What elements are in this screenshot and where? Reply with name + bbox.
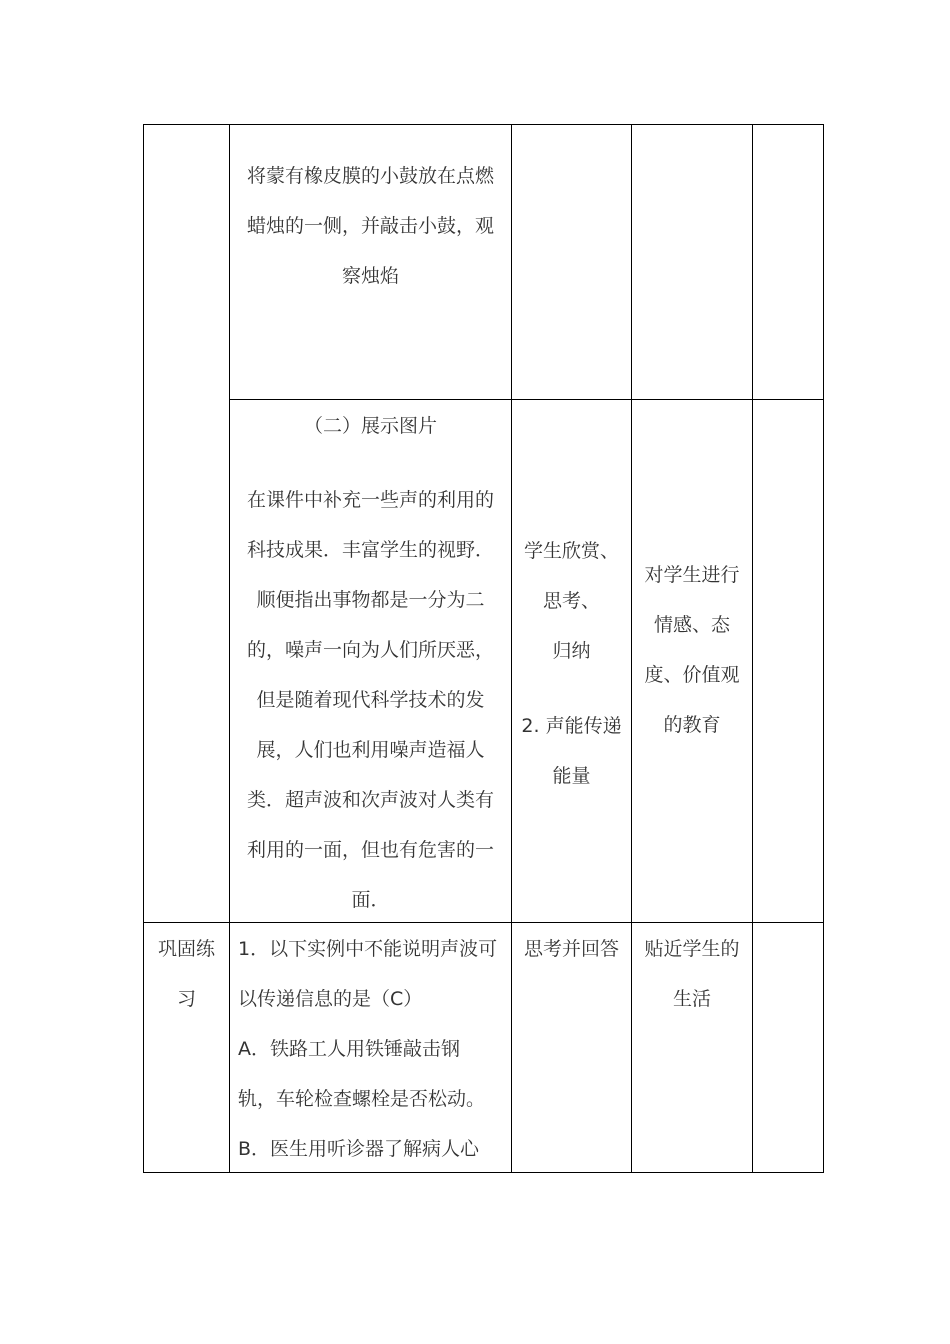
student-activity-line: 思考并回答 (523, 938, 619, 960)
design-intent-cell (632, 924, 752, 1024)
student-point-line: 能量 (552, 765, 591, 787)
activity-cell-pictures (230, 401, 511, 925)
activity-line: 利用的一面，但也有危害的一 (246, 839, 494, 861)
question-line: 1．以下实例中不能说明声波可 (238, 938, 498, 960)
stage-label-line: 巩固练 (157, 938, 215, 960)
activity-line: 在课件中补充一些声的利用的 (246, 489, 494, 511)
activity-line: 类．超声波和次声波对人类有 (246, 789, 494, 811)
table-border-right (823, 124, 824, 1173)
student-activity-line: 思考、 (542, 590, 600, 612)
activity-line: 将蒙有橡皮膜的小鼓放在点燃 (246, 165, 494, 187)
stage-cell (144, 924, 229, 1024)
column-divider (752, 124, 753, 1173)
question-line: 以传递信息的是（C） (238, 988, 423, 1010)
activity-line: 科技成果．丰富学生的视野． (246, 539, 494, 561)
design-intent-line: 度、价值观 (644, 664, 740, 686)
activity-line: 展，人们也利用噪声造福人 (256, 739, 485, 761)
table-border-top (143, 124, 824, 125)
design-intent-line: 的教育 (663, 714, 721, 736)
row-divider (229, 399, 824, 400)
design-intent-line: 贴近学生的 (644, 938, 740, 960)
option-b-line: B．医生用听诊器了解病人心 (238, 1138, 480, 1160)
option-a-line: 轨，车轮检查螺栓是否松动。 (238, 1088, 486, 1110)
design-intent-line: 生活 (672, 988, 711, 1010)
activity-line: 面． (351, 889, 390, 911)
student-activity-line: 学生欣赏、 (523, 540, 619, 562)
activity-line: 顺便指出事物都是一分为二 (256, 589, 485, 611)
stage-label-line: 习 (176, 988, 196, 1010)
activity-line: 但是随着现代科学技术的发 (256, 689, 485, 711)
activity-cell-drum (230, 151, 511, 301)
activity-line: 的，噪声一向为人们所厌恶， (246, 639, 494, 661)
student-activity-cell (512, 526, 631, 801)
student-activity-cell (512, 924, 631, 974)
activity-line: 蜡烛的一侧，并敲击小鼓，观 (246, 215, 494, 237)
lesson-plan-table (143, 124, 824, 1173)
student-activity-line: 归纳 (552, 640, 591, 662)
activity-heading: （二）展示图片 (303, 415, 437, 437)
design-intent-cell (632, 550, 752, 750)
design-intent-line: 对学生进行 (644, 564, 740, 586)
exercise-cell (238, 924, 511, 1174)
option-a-line: A．铁路工人用铁锤敲击钢 (238, 1038, 460, 1060)
design-intent-line: 情感、态 (653, 614, 730, 636)
activity-line: 察烛焰 (341, 265, 399, 287)
student-point-line: 2. 声能传递 (521, 715, 622, 737)
